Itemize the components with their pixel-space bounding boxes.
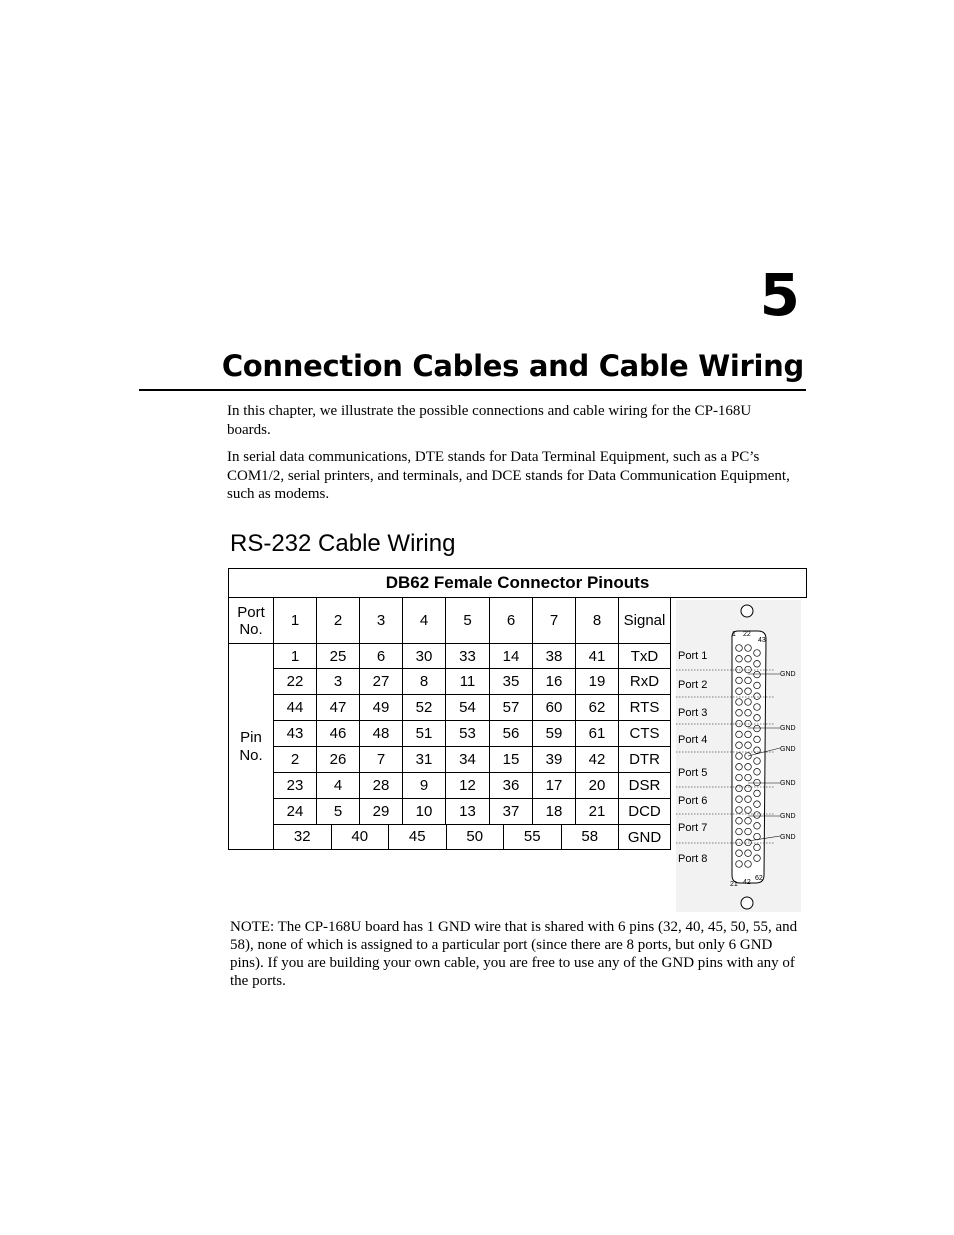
gnd-label: GND xyxy=(780,780,796,787)
port-label: Port 7 xyxy=(678,822,708,834)
chapter-number: 5 xyxy=(759,261,800,329)
connector-pin xyxy=(745,666,752,673)
connector-pin xyxy=(745,688,752,695)
connector-pin xyxy=(754,704,761,711)
port-label: Port 4 xyxy=(678,734,708,746)
connector-pin xyxy=(745,699,752,706)
connector-pin xyxy=(745,720,752,727)
pin-cell: 5 xyxy=(317,799,360,825)
connector-pin xyxy=(754,650,761,657)
gnd-pin: 50 xyxy=(447,825,505,849)
pin-cell: 19 xyxy=(576,669,619,695)
note-paragraph: NOTE: The CP-168U board has 1 GND wire that is shared with 6 pins (32, 40, 45, 50, 55, and 58), none of which is assigned to a particular port (since there are 8 ports, but only 6 GND pins). If you are building your own cable, you are free to use any of the GND pins with any of the ports. xyxy=(230,919,798,989)
pin-cell: 56 xyxy=(490,721,533,747)
connector-pin xyxy=(736,753,743,760)
pin-cell: 1 xyxy=(274,644,317,669)
connector-pin xyxy=(754,769,761,776)
gnd-label: GND xyxy=(780,671,796,678)
gnd-pins-cell xyxy=(274,825,619,850)
connector-pin xyxy=(745,807,752,814)
connector-pin xyxy=(736,839,743,846)
connector-pin xyxy=(754,855,761,862)
pin-cell: 44 xyxy=(274,695,317,721)
gnd-label: GND xyxy=(780,834,796,841)
connector-pin xyxy=(745,774,752,781)
connector-pin xyxy=(745,645,752,652)
pin-cell: 52 xyxy=(403,695,446,721)
connector-pin xyxy=(754,823,761,830)
pin-cell: 14 xyxy=(490,644,533,669)
gnd-pin: 40 xyxy=(332,825,390,849)
pin-cell: 6 xyxy=(360,644,403,669)
gnd-pin: 55 xyxy=(504,825,562,849)
signal-cell: DSR xyxy=(619,773,671,799)
mounting-hole xyxy=(741,897,753,909)
connector-pin xyxy=(754,725,761,732)
pin-cell: 59 xyxy=(533,721,576,747)
connector-pin xyxy=(745,731,752,738)
pin-cell: 60 xyxy=(533,695,576,721)
pin-cell: 26 xyxy=(317,747,360,773)
pin-cell: 9 xyxy=(403,773,446,799)
port-header-cell: 3 xyxy=(360,598,403,644)
pin-cell: 3 xyxy=(317,669,360,695)
pin-cell: 62 xyxy=(576,695,619,721)
connector-pin xyxy=(754,801,761,808)
connector-pin xyxy=(736,861,743,868)
connector-pin xyxy=(754,682,761,689)
pin-number-label: 21 xyxy=(730,881,738,888)
pin-cell: 54 xyxy=(446,695,490,721)
connector-pin xyxy=(745,785,752,792)
connector-pin xyxy=(736,656,743,663)
table-caption: DB62 Female Connector Pinouts xyxy=(229,569,807,598)
port-header-cell: 5 xyxy=(446,598,490,644)
pin-cell: 13 xyxy=(446,799,490,825)
section-heading: RS-232 Cable Wiring xyxy=(230,530,456,557)
signal-cell: DCD xyxy=(619,799,671,825)
pin-cell: 2 xyxy=(274,747,317,773)
signal-cell: RTS xyxy=(619,695,671,721)
connector-pin xyxy=(754,747,761,754)
pin-cell: 41 xyxy=(576,644,619,669)
pin-cell: 28 xyxy=(360,773,403,799)
pin-cell: 10 xyxy=(403,799,446,825)
pin-cell: 51 xyxy=(403,721,446,747)
port-label: Port 8 xyxy=(678,853,708,865)
pin-cell: 15 xyxy=(490,747,533,773)
connector-pin xyxy=(736,764,743,771)
port-label: Port 1 xyxy=(678,650,708,662)
connector-pin xyxy=(736,699,743,706)
port-label: Port 3 xyxy=(678,707,708,719)
pin-cell: 16 xyxy=(533,669,576,695)
signal-cell: CTS xyxy=(619,721,671,747)
connector-pin xyxy=(736,850,743,857)
pin-cell: 18 xyxy=(533,799,576,825)
port-label: Port 5 xyxy=(678,767,708,779)
connector-pin xyxy=(754,833,761,840)
pin-cell: 31 xyxy=(403,747,446,773)
port-label: Port 6 xyxy=(678,795,708,807)
connector-pin xyxy=(736,774,743,781)
port-header-cell: 4 xyxy=(403,598,446,644)
connector-pin xyxy=(736,720,743,727)
connector-pin xyxy=(736,828,743,835)
connector-pin xyxy=(745,850,752,857)
pin-cell: 42 xyxy=(576,747,619,773)
connector-pin xyxy=(745,764,752,771)
pin-cell: 24 xyxy=(274,799,317,825)
signal-cell: GND xyxy=(619,825,671,850)
chapter-title: Connection Cables and Cable Wiring xyxy=(221,349,804,383)
title-rule xyxy=(139,389,806,391)
pin-cell: 36 xyxy=(490,773,533,799)
pin-number-label: 43 xyxy=(758,637,766,644)
pin-cell: 35 xyxy=(490,669,533,695)
pin-cell: 7 xyxy=(360,747,403,773)
pin-cell: 57 xyxy=(490,695,533,721)
connector-pin xyxy=(745,677,752,684)
port-header-cell: 7 xyxy=(533,598,576,644)
port-header-cell: 1 xyxy=(274,598,317,644)
signal-cell: DTR xyxy=(619,747,671,773)
gnd-label: GND xyxy=(780,725,796,732)
connector-pin xyxy=(745,839,752,846)
pin-cell: 38 xyxy=(533,644,576,669)
pin-no-header: Pin No. xyxy=(229,644,274,850)
gnd-pin: 45 xyxy=(389,825,447,849)
pin-cell: 22 xyxy=(274,669,317,695)
signal-cell: TxD xyxy=(619,644,671,669)
connector-pin xyxy=(736,742,743,749)
intro-paragraph-1: In this chapter, we illustrate the possible connections and cable wiring for the CP-168U boards. xyxy=(227,403,752,438)
connector-pin xyxy=(736,818,743,825)
pin-cell: 61 xyxy=(576,721,619,747)
intro-paragraph-2: In serial data communications, DTE stands for Data Terminal Equipment, such as a PC’s COM1/2, serial printers, and terminals, and DCE stands for Data Communication Equipment, such as modems. xyxy=(227,449,790,502)
pin-cell: 23 xyxy=(274,773,317,799)
pin-cell: 4 xyxy=(317,773,360,799)
pin-cell: 30 xyxy=(403,644,446,669)
connector-pin xyxy=(736,677,743,684)
pin-cell: 21 xyxy=(576,799,619,825)
signal-header: Signal xyxy=(619,598,671,644)
gnd-pin: 32 xyxy=(274,825,332,849)
pin-number-label: 1 xyxy=(732,631,736,638)
connector-pin xyxy=(754,758,761,765)
connector-pin xyxy=(736,796,743,803)
connector-pin xyxy=(754,715,761,722)
signal-cell: RxD xyxy=(619,669,671,695)
connector-pin xyxy=(754,736,761,743)
connector-pin xyxy=(736,807,743,814)
db62-connector-diagram xyxy=(676,600,801,912)
pin-cell: 39 xyxy=(533,747,576,773)
connector-pin xyxy=(745,656,752,663)
pin-cell: 8 xyxy=(403,669,446,695)
gnd-label: GND xyxy=(780,746,796,753)
port-header-cell: 6 xyxy=(490,598,533,644)
pin-cell: 46 xyxy=(317,721,360,747)
connector-pin xyxy=(736,710,743,717)
connector-pin xyxy=(736,688,743,695)
connector-pin xyxy=(736,731,743,738)
pin-cell: 25 xyxy=(317,644,360,669)
pin-cell: 49 xyxy=(360,695,403,721)
connector-pin xyxy=(754,661,761,668)
connector-pin xyxy=(736,785,743,792)
gnd-label: GND xyxy=(780,813,796,820)
connector-pin xyxy=(745,796,752,803)
pin-cell: 33 xyxy=(446,644,490,669)
connector-pin xyxy=(754,671,761,678)
pin-cell: 11 xyxy=(446,669,490,695)
connector-pin xyxy=(736,666,743,673)
pin-cell: 20 xyxy=(576,773,619,799)
pin-cell: 12 xyxy=(446,773,490,799)
pin-cell: 43 xyxy=(274,721,317,747)
pin-cell: 34 xyxy=(446,747,490,773)
pin-cell: 27 xyxy=(360,669,403,695)
connector-pin xyxy=(754,790,761,797)
db62-connector-figure xyxy=(676,600,801,912)
connector-pin xyxy=(736,645,743,652)
gnd-pin: 58 xyxy=(581,828,599,845)
pin-cell: 37 xyxy=(490,799,533,825)
connector-pin xyxy=(745,861,752,868)
connector-pin xyxy=(745,742,752,749)
connector-pin xyxy=(745,818,752,825)
connector-pin xyxy=(745,828,752,835)
port-header-cell: 8 xyxy=(576,598,619,644)
pin-number-label: 42 xyxy=(743,879,751,886)
port-no-header: Port No. xyxy=(229,598,274,644)
pin-cell: 53 xyxy=(446,721,490,747)
pin-number-label: 22 xyxy=(743,631,751,638)
pin-cell: 17 xyxy=(533,773,576,799)
pin-cell: 48 xyxy=(360,721,403,747)
mounting-hole xyxy=(741,605,753,617)
connector-pin xyxy=(745,710,752,717)
pin-cell: 29 xyxy=(360,799,403,825)
pin-cell: 47 xyxy=(317,695,360,721)
port-header-cell: 2 xyxy=(317,598,360,644)
port-label: Port 2 xyxy=(678,679,708,691)
connector-pin xyxy=(754,844,761,851)
pin-number-label: 62 xyxy=(755,875,763,882)
connector-pin xyxy=(754,812,761,819)
connector-pin xyxy=(754,779,761,786)
connector-pin xyxy=(754,693,761,700)
